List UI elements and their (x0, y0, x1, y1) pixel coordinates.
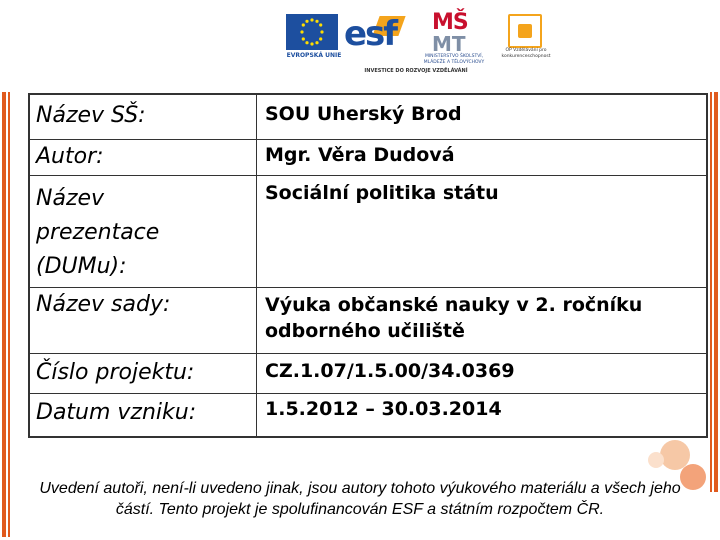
row-label-text: Název SŠ: (36, 103, 146, 128)
msmt-mark: MŠ (432, 10, 468, 35)
table-row (29, 94, 707, 139)
oppk-square-icon (508, 14, 542, 48)
esf-logo (344, 14, 402, 54)
row-value-text: CZ.1.07/1.5.00/34.0369 (265, 359, 515, 382)
row-label-text: Název sady: (36, 292, 171, 317)
eu-stars-icon (286, 14, 338, 50)
row-value-text: Mgr. Věra Dudová (265, 143, 455, 166)
eu-flag-logo (286, 14, 338, 50)
investice-caption: INVESTICE DO ROZVOJE VZDĚLÁVÁNÍ (364, 68, 468, 74)
row-label-text: Název prezentace (DUMu): (36, 186, 160, 280)
eu-caption: EVROPSKÁ UNIE (286, 52, 342, 59)
table-row (29, 176, 707, 288)
table-row (29, 394, 707, 437)
row-value-text: Sociální politika státu (265, 182, 499, 205)
msmt-caption: MINISTERSTVO ŠKOLSTVÍ, MLÁDEŽE A TĚLOVÝCHOVY (423, 54, 485, 65)
deco-circle (648, 452, 664, 468)
esf-letters: esf (344, 14, 397, 54)
row-label (29, 353, 257, 394)
row-value (257, 139, 708, 176)
row-label-text: Číslo projektu: (36, 359, 195, 385)
row-value (257, 176, 708, 288)
row-value-text: SOU Uherský Brod (265, 103, 462, 125)
row-label (29, 394, 257, 437)
row-value (257, 394, 708, 437)
oppk-logo (498, 14, 550, 58)
msmt-logo (414, 10, 492, 68)
oppk-caption: OP Vzdělávání pro konkurenceschopnost (501, 48, 551, 59)
footer-note: Uvedení autoři, není-li uvedeno jinak, jsou autory tohoto výukového materiálu a všech jeho částí. Tento projekt je spolufinancován ESF a státním rozpočtem ČR. (39, 480, 681, 518)
right-accent-bar (714, 92, 718, 492)
table-row (29, 139, 707, 176)
row-label (29, 176, 257, 288)
logo-band (286, 10, 551, 76)
right-accent-line (710, 92, 712, 492)
row-label (29, 288, 257, 354)
row-label-text: Autor: (36, 143, 104, 169)
msmt-mark-2: MT (432, 32, 466, 56)
info-table (28, 93, 708, 438)
row-value (257, 288, 708, 354)
row-value-text: Výuka občanské nauky v 2. ročníku odborného učiliště (265, 294, 643, 342)
row-value (257, 94, 708, 139)
table-row (29, 288, 707, 354)
left-accent-bar (2, 92, 6, 537)
table-row (29, 353, 707, 394)
row-value-text: 1.5.2012 – 30.03.2014 (265, 398, 502, 421)
left-accent-line (8, 92, 10, 537)
row-label-text: Datum vzniku: (36, 400, 197, 426)
row-value (257, 353, 708, 394)
row-label (29, 94, 257, 139)
row-label (29, 139, 257, 176)
